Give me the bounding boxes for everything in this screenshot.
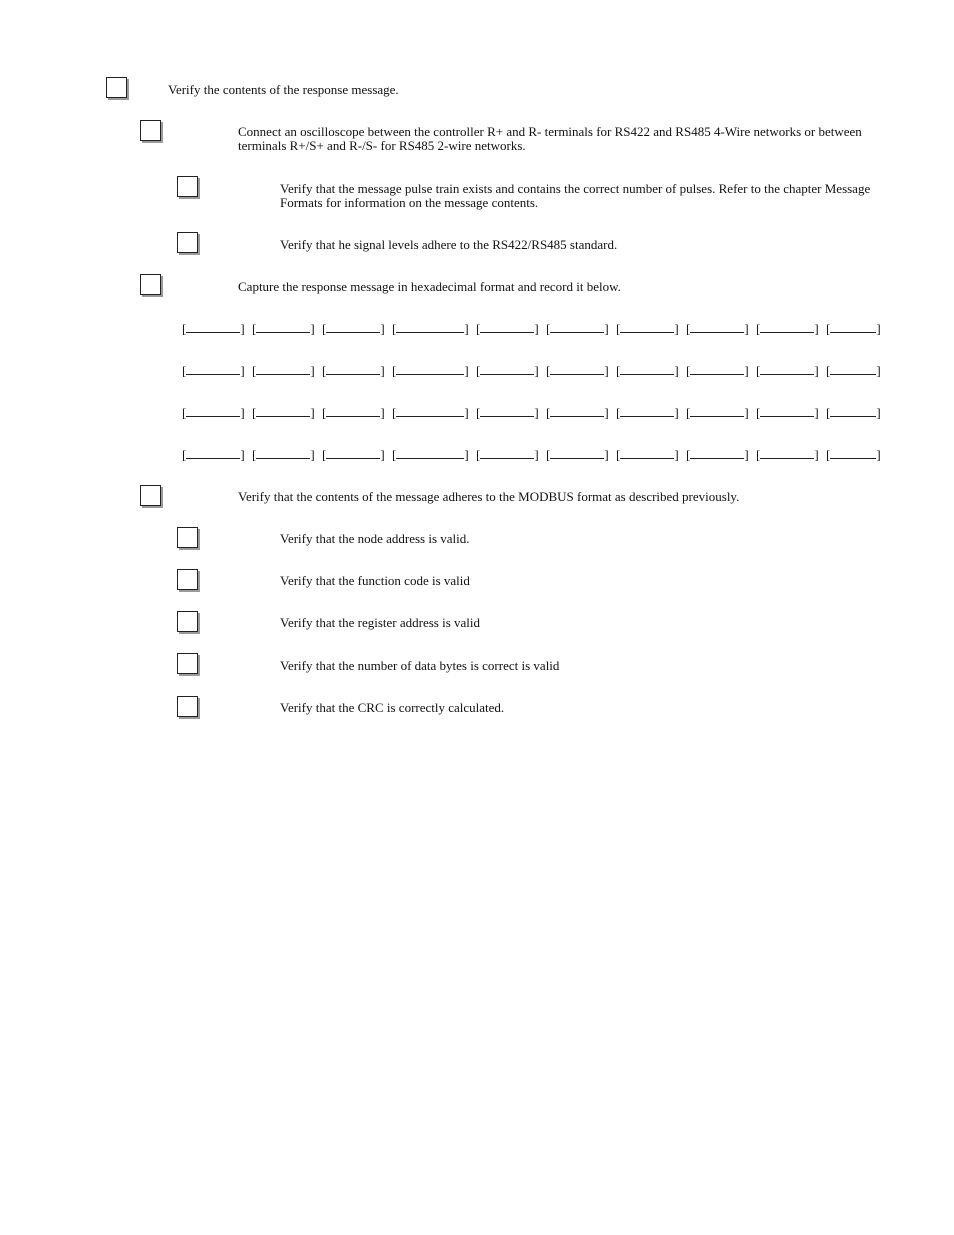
blank-line <box>550 406 604 417</box>
open-bracket: [ <box>252 405 257 420</box>
hex-byte-field[interactable] <box>686 322 749 336</box>
open-bracket: [ <box>756 405 761 420</box>
close-bracket: ] <box>744 447 749 462</box>
open-bracket: [ <box>826 363 831 378</box>
hex-byte-field[interactable] <box>476 322 539 336</box>
close-bracket: ] <box>380 405 385 420</box>
open-bracket: [ <box>182 405 187 420</box>
open-bracket: [ <box>322 321 327 336</box>
hex-byte-field[interactable] <box>322 448 385 462</box>
close-bracket: ] <box>814 321 819 336</box>
blank-line <box>396 322 464 333</box>
hex-byte-field[interactable] <box>252 406 315 420</box>
hex-byte-field[interactable] <box>826 364 881 378</box>
step-text: Verify that the function code is valid <box>280 573 470 588</box>
close-bracket: ] <box>814 405 819 420</box>
hex-byte-field[interactable] <box>686 448 749 462</box>
step-text: Verify the contents of the response message. <box>168 82 399 97</box>
open-bracket: [ <box>322 363 327 378</box>
open-bracket: [ <box>686 321 691 336</box>
step-text: Verify that the number of data bytes is correct is valid <box>280 658 560 673</box>
close-bracket: ] <box>464 447 469 462</box>
checkbox[interactable] <box>140 120 161 141</box>
open-bracket: [ <box>182 321 187 336</box>
blank-line <box>326 406 380 417</box>
close-bracket: ] <box>674 405 679 420</box>
close-bracket: ] <box>604 321 609 336</box>
open-bracket: [ <box>616 363 621 378</box>
blank-line <box>256 406 310 417</box>
blank-line <box>396 448 464 459</box>
open-bracket: [ <box>252 447 257 462</box>
hex-byte-field[interactable] <box>616 406 679 420</box>
blank-line <box>186 322 240 333</box>
hex-byte-field[interactable] <box>756 448 819 462</box>
close-bracket: ] <box>464 405 469 420</box>
close-bracket: ] <box>604 447 609 462</box>
hex-byte-field[interactable] <box>182 322 245 336</box>
step-text: Verify that the message pulse train exists and contains the correct number of pulses. Refer to the chapter Message Formats for information on the message contents. <box>280 181 871 210</box>
open-bracket: [ <box>252 363 257 378</box>
blank-line <box>480 406 534 417</box>
blank-line <box>760 406 814 417</box>
hex-byte-field[interactable] <box>182 448 245 462</box>
blank-line <box>830 406 876 417</box>
close-bracket: ] <box>534 405 539 420</box>
close-bracket: ] <box>876 363 881 378</box>
open-bracket: [ <box>546 321 551 336</box>
checkbox[interactable] <box>140 274 161 295</box>
blank-line <box>326 448 380 459</box>
blank-line <box>830 322 876 333</box>
checkbox[interactable] <box>177 611 198 632</box>
close-bracket: ] <box>814 447 819 462</box>
close-bracket: ] <box>534 363 539 378</box>
open-bracket: [ <box>546 447 551 462</box>
hex-byte-field[interactable] <box>322 406 385 420</box>
hex-byte-field[interactable] <box>392 448 469 462</box>
blank-line <box>690 448 744 459</box>
close-bracket: ] <box>674 363 679 378</box>
hex-byte-field[interactable] <box>392 364 469 378</box>
blank-line <box>326 322 380 333</box>
blank-line <box>256 364 310 375</box>
close-bracket: ] <box>310 405 315 420</box>
blank-line <box>186 364 240 375</box>
open-bracket: [ <box>392 447 397 462</box>
blank-line <box>620 406 674 417</box>
open-bracket: [ <box>182 447 187 462</box>
blank-line <box>396 364 464 375</box>
blank-line <box>760 364 814 375</box>
hex-byte-field[interactable] <box>182 364 245 378</box>
close-bracket: ] <box>744 321 749 336</box>
hex-byte-field[interactable] <box>756 406 819 420</box>
blank-line <box>830 364 876 375</box>
hex-byte-field[interactable] <box>252 448 315 462</box>
hex-byte-field[interactable] <box>546 364 609 378</box>
close-bracket: ] <box>876 321 881 336</box>
hex-byte-field[interactable] <box>616 448 679 462</box>
open-bracket: [ <box>182 363 187 378</box>
open-bracket: [ <box>616 321 621 336</box>
step-text: Verify that the CRC is correctly calculated. <box>280 700 505 715</box>
close-bracket: ] <box>674 447 679 462</box>
blank-line <box>690 406 744 417</box>
open-bracket: [ <box>392 321 397 336</box>
close-bracket: ] <box>876 405 881 420</box>
blank-line <box>550 448 604 459</box>
step-text: Verify that the node address is valid. <box>280 531 470 546</box>
checkbox[interactable] <box>106 77 127 98</box>
open-bracket: [ <box>546 363 551 378</box>
hex-byte-field[interactable] <box>756 364 819 378</box>
close-bracket: ] <box>604 405 609 420</box>
hex-byte-field[interactable] <box>826 406 881 420</box>
close-bracket: ] <box>310 447 315 462</box>
hex-byte-field[interactable] <box>322 322 385 336</box>
hex-byte-field[interactable] <box>476 364 539 378</box>
hex-byte-field[interactable] <box>826 448 881 462</box>
open-bracket: [ <box>826 447 831 462</box>
blank-line <box>690 364 744 375</box>
blank-line <box>620 448 674 459</box>
blank-line <box>480 448 534 459</box>
blank-line <box>760 322 814 333</box>
blank-line <box>620 322 674 333</box>
hex-byte-field[interactable] <box>546 448 609 462</box>
blank-line <box>690 322 744 333</box>
hex-byte-field[interactable] <box>756 322 819 336</box>
blank-line <box>256 448 310 459</box>
checkbox[interactable] <box>177 653 198 674</box>
close-bracket: ] <box>744 363 749 378</box>
open-bracket: [ <box>392 363 397 378</box>
open-bracket: [ <box>686 363 691 378</box>
hex-byte-field[interactable] <box>686 364 749 378</box>
open-bracket: [ <box>252 321 257 336</box>
blank-line <box>480 364 534 375</box>
blank-line <box>620 364 674 375</box>
hex-byte-field[interactable] <box>182 406 245 420</box>
blank-line <box>550 364 604 375</box>
open-bracket: [ <box>616 405 621 420</box>
blank-line <box>550 322 604 333</box>
close-bracket: ] <box>240 363 245 378</box>
checkbox[interactable] <box>177 569 198 590</box>
close-bracket: ] <box>240 321 245 336</box>
open-bracket: [ <box>616 447 621 462</box>
hex-byte-field[interactable] <box>826 322 881 336</box>
close-bracket: ] <box>310 321 315 336</box>
hex-byte-field[interactable] <box>252 322 315 336</box>
open-bracket: [ <box>322 405 327 420</box>
close-bracket: ] <box>744 405 749 420</box>
open-bracket: [ <box>686 405 691 420</box>
checkbox[interactable] <box>140 485 161 506</box>
open-bracket: [ <box>756 447 761 462</box>
hex-byte-field[interactable] <box>616 364 679 378</box>
open-bracket: [ <box>756 321 761 336</box>
step-text: Connect an oscilloscope between the controller R+ and R- terminals for RS422 and RS485 4-Wire networks or between terminals R+/S+ and R-/S- for RS485 2-wire networks. <box>238 124 862 153</box>
open-bracket: [ <box>322 447 327 462</box>
close-bracket: ] <box>240 447 245 462</box>
hex-byte-field[interactable] <box>392 406 469 420</box>
close-bracket: ] <box>380 363 385 378</box>
blank-line <box>396 406 464 417</box>
hex-byte-field[interactable] <box>252 364 315 378</box>
close-bracket: ] <box>876 447 881 462</box>
blank-line <box>326 364 380 375</box>
hex-byte-field[interactable] <box>392 322 469 336</box>
hex-byte-field[interactable] <box>546 322 609 336</box>
close-bracket: ] <box>534 321 539 336</box>
open-bracket: [ <box>686 447 691 462</box>
close-bracket: ] <box>240 405 245 420</box>
blank-line <box>830 448 876 459</box>
open-bracket: [ <box>476 447 481 462</box>
blank-line <box>186 406 240 417</box>
blank-line <box>256 322 310 333</box>
open-bracket: [ <box>546 405 551 420</box>
open-bracket: [ <box>826 321 831 336</box>
checkbox[interactable] <box>177 696 198 717</box>
blank-line <box>480 322 534 333</box>
blank-line <box>760 448 814 459</box>
step-text: Verify that the register address is valid <box>280 615 480 630</box>
close-bracket: ] <box>814 363 819 378</box>
close-bracket: ] <box>464 321 469 336</box>
close-bracket: ] <box>534 447 539 462</box>
close-bracket: ] <box>464 363 469 378</box>
open-bracket: [ <box>392 405 397 420</box>
close-bracket: ] <box>380 321 385 336</box>
close-bracket: ] <box>604 363 609 378</box>
open-bracket: [ <box>476 405 481 420</box>
hex-byte-field[interactable] <box>616 322 679 336</box>
step-text: Verify that the contents of the message adheres to the MODBUS format as described previously. <box>238 489 740 504</box>
close-bracket: ] <box>380 447 385 462</box>
hex-byte-field[interactable] <box>322 364 385 378</box>
open-bracket: [ <box>476 321 481 336</box>
hex-byte-field[interactable] <box>686 406 749 420</box>
close-bracket: ] <box>310 363 315 378</box>
step-text: Capture the response message in hexadecimal format and record it below. <box>238 279 621 294</box>
hex-byte-field[interactable] <box>476 448 539 462</box>
step-text: Verify that he signal levels adhere to the RS422/RS485 standard. <box>280 237 618 252</box>
open-bracket: [ <box>756 363 761 378</box>
checkbox[interactable] <box>177 176 198 197</box>
checkbox[interactable] <box>177 527 198 548</box>
hex-byte-field[interactable] <box>476 406 539 420</box>
hex-byte-field[interactable] <box>546 406 609 420</box>
checkbox[interactable] <box>177 232 198 253</box>
open-bracket: [ <box>826 405 831 420</box>
open-bracket: [ <box>476 363 481 378</box>
close-bracket: ] <box>674 321 679 336</box>
blank-line <box>186 448 240 459</box>
